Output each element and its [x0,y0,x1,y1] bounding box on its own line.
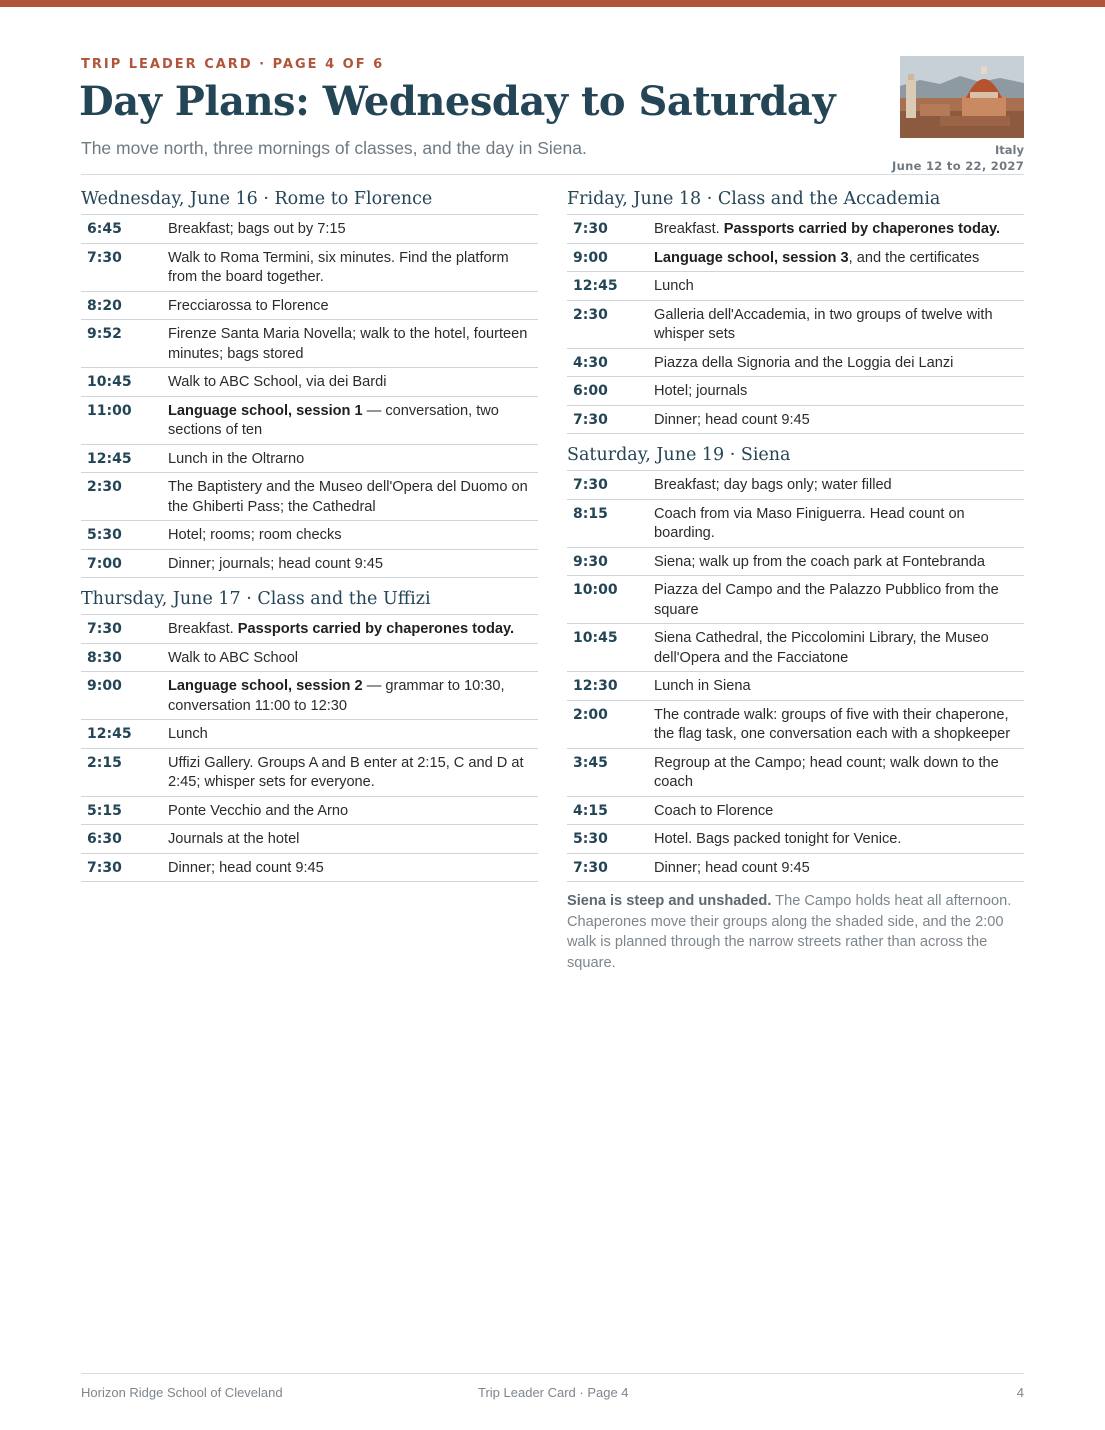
description-text: Breakfast; day bags only; water filled [654,477,892,493]
description-text: Piazza del Campo and the Palazzo Pubblico from the square [654,582,999,618]
day-heading: Saturday, June 19 · Siena [567,442,1024,471]
schedule-time: 2:00 [573,706,608,723]
schedule-row [567,825,1024,854]
schedule-description [168,555,538,575]
schedule-time: 12:45 [573,278,618,294]
description-text: Lunch in the Oltrarno [168,450,305,467]
schedule-time: 7:00 [87,555,122,572]
schedule-description [168,249,538,288]
schedule-time: 7:30 [573,221,608,237]
day-heading: Thursday, June 17 · Class and the Uffizi [81,586,538,615]
schedule-row [81,521,538,550]
schedule-row [81,720,538,749]
schedule-time: 4:15 [573,802,608,819]
schedule-row [81,445,538,474]
schedule-time: 8:20 [87,297,122,314]
schedule-row [81,215,538,244]
schedule-time: 7:30 [87,859,122,876]
description-text: Lunch in Siena [654,678,751,694]
schedule-description [654,476,1024,496]
schedule-description [168,402,538,441]
schedule-description [654,859,1024,879]
description-text: Coach to Florence [654,802,774,819]
schedule-time: 12:30 [573,678,618,694]
accent-top-bar [0,0,1105,7]
page-subtitle: The move north, three mornings of classes, and the day in Siena. [81,138,587,158]
description-text: Dinner; journals; head count 9:45 [168,555,383,572]
schedule-row [567,471,1024,500]
description-text: Walk to Roma Termini, six minutes. Find the platform from the board together. [168,249,509,285]
schedule-description [654,220,1024,240]
footer-school-name: Horizon Ridge School of Cleveland [81,1385,283,1400]
description-text: Siena Cathedral, the Piccolomini Library, the Museo dell'Opera and the Facciatone [654,630,989,666]
schedule-table [81,615,538,882]
footer-card-label: Trip Leader Card · Page 4 [478,1385,629,1400]
schedule-row [567,500,1024,548]
schedule-time: 7:30 [87,249,122,266]
schedule-description [654,706,1024,745]
description-emphasis: Language school, session 1 [168,402,363,419]
schedule-description [654,754,1024,793]
description-text: Regroup at the Campo; head count; walk down to the coach [654,754,999,790]
siena-heat-note [567,891,1024,974]
description-text: Hotel. Bags packed tonight for Venice. [654,831,902,847]
schedule-description [168,754,538,793]
description-text: The Baptistery and the Museo dell'Opera del Duomo on the Ghiberti Pass; the Cathedral [168,479,528,515]
schedule-description [168,297,538,317]
schedule-description [168,478,538,517]
schedule-time: 2:30 [573,306,608,323]
description-text: Breakfast; bags out by 7:15 [168,221,346,237]
schedule-description [168,450,538,470]
schedule-time: 10:45 [573,630,618,646]
description-prefix: Breakfast. [168,621,238,637]
schedule-time: 7:30 [573,859,608,876]
schedule-description [168,802,538,822]
trip-destination: Italy [995,143,1024,157]
schedule-time: 8:30 [87,649,122,666]
schedule-row [567,749,1024,797]
schedule-description [168,725,538,745]
schedule-time: 6:30 [87,831,122,847]
footer-divider [81,1373,1024,1374]
description-text: Firenze Santa Maria Novella; walk to the hotel, fourteen minutes; bags stored [168,326,528,362]
schedule-description [654,277,1024,297]
schedule-time: 9:52 [87,326,122,342]
schedule-description [168,220,538,240]
day-heading: Friday, June 18 · Class and the Accademia [567,186,1024,215]
schedule-description [168,325,538,364]
schedule-description [654,581,1024,620]
schedule-description [654,553,1024,573]
schedule-time: 8:15 [573,505,608,522]
description-text: Hotel; journals [654,383,748,399]
description-text: Hotel; rooms; room checks [168,527,342,543]
schedule-time: 9:00 [573,249,608,266]
schedule-row [81,749,538,797]
schedule-time: 2:30 [87,479,122,495]
description-text: Coach from via Maso Finiguerra. Head count on boarding. [654,505,965,541]
schedule-row [81,292,538,321]
note-lead: Siena is steep and unshaded. [567,893,772,909]
schedule-row [567,244,1024,273]
schedule-time: 3:45 [573,754,608,771]
description-text: Walk to ABC School [168,649,299,666]
schedule-description [168,859,538,879]
schedule-row [567,301,1024,349]
schedule-row [81,644,538,673]
schedule-description [654,677,1024,697]
description-text: The contrade walk: groups of five with their chaperone, the flag task, one conversation each with a shopkeeper [654,706,1011,742]
schedule-description [654,249,1024,269]
page-kicker: TRIP LEADER CARD · PAGE 4 OF 6 [81,57,385,72]
schedule-row [567,797,1024,826]
description-text: Journals at the hotel [168,831,300,847]
schedule-time: 4:30 [573,354,608,371]
schedule-row [567,672,1024,701]
schedule-table [567,471,1024,882]
schedule-row [81,397,538,445]
schedule-row [567,854,1024,883]
description-text: — conversation, two sections of ten [168,402,499,438]
schedule-time: 5:15 [87,802,122,819]
note-body: The Campo holds heat all afternoon. Chaperones move their groups along the shaded side, and the 2:00 walk is planned through the narrow streets rather than across the square. [567,893,1012,972]
description-text: Frecciarossa to Florence [168,297,329,314]
schedule-time: 11:00 [87,402,132,419]
schedule-row [81,615,538,644]
schedule-description [168,373,538,393]
schedule-description [654,505,1024,544]
schedule-description [168,620,538,640]
florence-duomo-photo [900,56,1024,138]
schedule-time: 7:30 [87,621,122,637]
schedule-row [567,215,1024,244]
schedule-description [168,830,538,850]
schedule-row [567,377,1024,406]
schedule-description [654,354,1024,374]
schedule-row [81,825,538,854]
schedule-row [81,368,538,397]
schedule-table [567,215,1024,434]
schedule-description [654,306,1024,345]
schedule-time: 7:30 [573,411,608,428]
description-text: Lunch [168,726,208,742]
day-section-thursday [81,586,538,882]
schedule-table [81,215,538,578]
schedule-row [81,473,538,521]
left-column [81,186,538,882]
day-section-wednesday [81,186,538,578]
schedule-description [654,382,1024,402]
schedule-row [567,548,1024,577]
schedule-time: 2:15 [87,754,122,771]
schedule-time: 12:45 [87,726,132,742]
schedule-row [81,854,538,883]
description-text: Dinner; head count 9:45 [168,859,324,876]
description-emphasis: Passports carried by chaperones today. [237,621,515,637]
schedule-row [567,701,1024,749]
description-emphasis: Language school, session 3 [654,249,849,266]
description-text: Galleria dell'Accademia, in two groups of twelve with whisper sets [654,306,993,342]
schedule-row [567,349,1024,378]
schedule-time: 5:30 [573,831,608,847]
schedule-time: 9:30 [573,553,608,570]
schedule-time: 7:30 [573,477,608,493]
schedule-row [81,320,538,368]
schedule-row [81,550,538,579]
description-text: Lunch [654,278,694,294]
schedule-time: 6:45 [87,221,122,237]
day-section-saturday [567,442,1024,882]
schedule-time: 5:30 [87,527,122,543]
schedule-description [654,411,1024,431]
schedule-row [81,244,538,292]
header-divider [81,174,1024,175]
description-text: Siena; walk up from the coach park at Fontebranda [654,553,985,570]
schedule-row [81,797,538,826]
page-title: Day Plans: Wednesday to Saturday [79,78,836,125]
schedule-row [81,672,538,720]
schedule-row [567,272,1024,301]
right-column [567,186,1024,974]
schedule-time: 6:00 [573,383,608,399]
description-emphasis: Passports carried by chaperones today. [723,221,1001,237]
description-text: Walk to ABC School, via dei Bardi [168,374,387,390]
schedule-time: 10:45 [87,374,132,390]
schedule-description [654,830,1024,850]
schedule-time: 9:00 [87,678,122,694]
schedule-description [168,677,538,716]
description-text: Dinner; head count 9:45 [654,859,810,876]
footer-page-number: 4 [1016,1385,1024,1400]
description-text: Dinner; head count 9:45 [654,411,810,428]
schedule-row [567,624,1024,672]
description-text: Ponte Vecchio and the Arno [168,802,349,819]
schedule-description [168,649,538,669]
schedule-description [168,526,538,546]
schedule-description [654,629,1024,668]
schedule-description [654,802,1024,822]
description-text: Piazza della Signoria and the Loggia dei Lanzi [654,354,954,371]
schedule-time: 12:45 [87,450,132,467]
schedule-row [567,406,1024,435]
description-text: , and the certificates [848,249,980,266]
trip-dates: June 12 to 22, 2027 [892,159,1024,173]
description-emphasis: Language school, session 2 [168,678,363,694]
day-heading: Wednesday, June 16 · Rome to Florence [81,186,538,215]
description-text: — grammar to 10:30, conversation 11:00 to 12:30 [168,678,505,714]
day-section-friday [567,186,1024,434]
description-prefix: Breakfast. [654,221,724,237]
schedule-time: 10:00 [573,582,618,598]
description-text: Uffizi Gallery. Groups A and B enter at 2:15, C and D at 2:45; whisper sets for everyone. [168,754,524,790]
schedule-row [567,576,1024,624]
